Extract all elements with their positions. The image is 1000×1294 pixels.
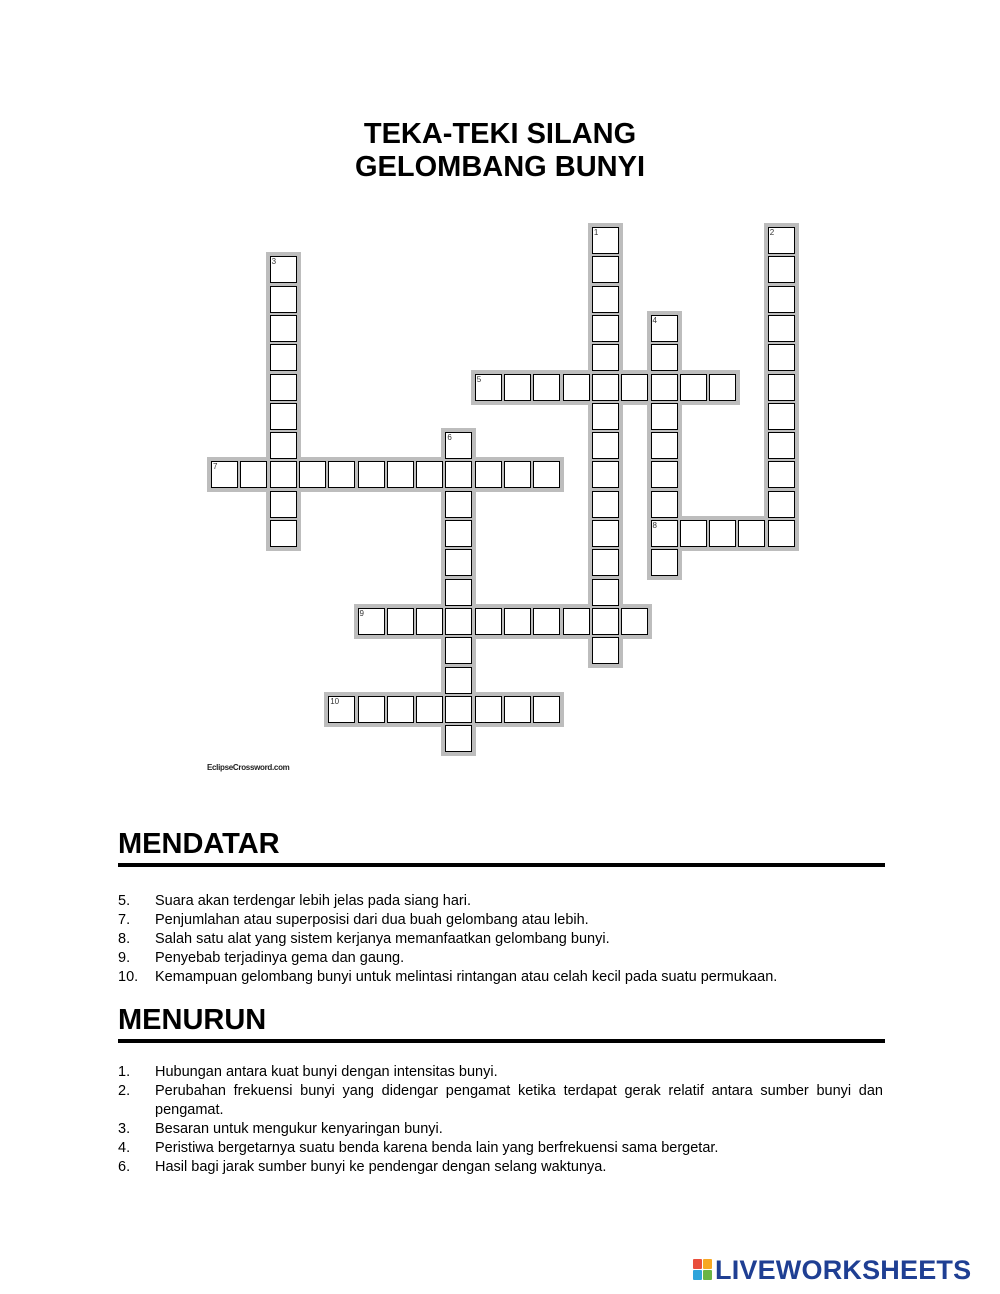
clue-text: Kemampuan gelombang bunyi untuk melintasi rintangan atau celah kecil pada suatu permukaan.: [155, 969, 778, 985]
crossword-cell[interactable]: [592, 374, 619, 401]
crossword-cell[interactable]: [592, 491, 619, 518]
crossword-cell[interactable]: [592, 315, 619, 342]
crossword-cell[interactable]: [270, 403, 297, 430]
crossword-cell[interactable]: [445, 579, 472, 606]
crossword-cell[interactable]: [621, 608, 648, 635]
clue-number-label: 4: [652, 315, 657, 325]
crossword-cell[interactable]: [651, 461, 678, 488]
crossword-cell[interactable]: [592, 403, 619, 430]
crossword-cell[interactable]: [445, 637, 472, 664]
clue-number-label: 3: [271, 257, 277, 267]
crossword-cell[interactable]: [592, 344, 619, 371]
crossword-cell[interactable]: [270, 491, 297, 518]
clue-text: Besaran untuk mengukur kenyaringan bunyi.: [155, 1121, 443, 1137]
crossword-cell[interactable]: [709, 374, 736, 401]
crossword-cell[interactable]: [592, 608, 619, 635]
mendatar-clue-10: [118, 968, 883, 987]
crossword-cell[interactable]: [533, 374, 560, 401]
crossword-cell[interactable]: [475, 461, 502, 488]
clue-text: Perubahan frekuensi bunyi yang didengar pengamat ketika terdapat gerak relatif antara sumber bunyi dan pengamat.: [155, 1083, 883, 1118]
clue-number-label: 1: [593, 228, 599, 237]
crossword-cell[interactable]: [358, 696, 385, 723]
crossword-cell[interactable]: [768, 520, 795, 547]
crossword-cell[interactable]: [563, 608, 590, 635]
crossword-cell[interactable]: [445, 696, 472, 723]
menurun-clue-1: [118, 1063, 883, 1082]
clue-number-label: 8: [652, 521, 657, 530]
clue-number: 1.: [118, 1064, 131, 1080]
crossword-cell[interactable]: [768, 403, 795, 430]
menurun-clue-list: [118, 1063, 883, 1177]
crossword-cell[interactable]: [768, 344, 795, 371]
crossword-cell[interactable]: [738, 520, 765, 547]
crossword-cell[interactable]: [504, 374, 531, 401]
clue-number: 9.: [118, 950, 131, 966]
crossword-cell[interactable]: [504, 461, 531, 488]
crossword-cell[interactable]: [475, 608, 502, 635]
crossword-cell[interactable]: [621, 374, 648, 401]
title-line-2: GELOMBANG BUNYI: [355, 151, 645, 183]
clue-number-label: 2: [769, 228, 775, 237]
clue-number: 4.: [118, 1140, 131, 1156]
mendatar-clue-list: [118, 892, 883, 987]
crossword-cell[interactable]: [768, 286, 795, 313]
crossword-cell[interactable]: [358, 461, 385, 488]
crossword-cell[interactable]: [651, 374, 678, 401]
crossword-cell[interactable]: [416, 608, 443, 635]
clue-number-label: 7: [213, 462, 218, 472]
crossword-cell[interactable]: [651, 491, 678, 518]
menurun-clue-3: [118, 1120, 883, 1139]
crossword-cell[interactable]: [651, 403, 678, 430]
crossword-cell[interactable]: [563, 374, 590, 401]
crossword-cell[interactable]: [328, 461, 355, 488]
crossword-credit: EclipseCrossword.com: [207, 763, 290, 772]
crossword-cell[interactable]: [680, 374, 707, 401]
clue-text: Penyebab terjadinya gema dan gaung.: [155, 950, 405, 966]
liveworksheets-logo-icon: [693, 1259, 713, 1281]
menurun-rule: [118, 1039, 885, 1043]
menurun-clue-2: [118, 1082, 883, 1120]
crossword-cell[interactable]: [533, 608, 560, 635]
crossword-cell[interactable]: [533, 461, 560, 488]
crossword-cell[interactable]: [240, 461, 267, 488]
clue-number: 7.: [118, 912, 131, 928]
title-line-1: TEKA-TEKI SILANG: [363, 118, 637, 150]
crossword-cell[interactable]: [299, 461, 326, 488]
crossword-cell[interactable]: [709, 520, 736, 547]
liveworksheets-logo-text: LIVEWORKSHEETS: [715, 1254, 972, 1285]
crossword-cell[interactable]: [387, 461, 414, 488]
crossword-cell[interactable]: [592, 256, 619, 283]
crossword-cell[interactable]: [445, 667, 472, 694]
crossword-cell[interactable]: [680, 520, 707, 547]
crossword-cell[interactable]: [445, 725, 472, 752]
mendatar-clue-8: [118, 930, 883, 949]
crossword-cell[interactable]: [445, 461, 472, 488]
crossword-cell[interactable]: [768, 432, 795, 459]
crossword-cell[interactable]: [270, 374, 297, 401]
crossword-cell[interactable]: [651, 432, 678, 459]
clue-text: Penjumlahan atau superposisi dari dua buah gelombang atau lebih.: [155, 912, 589, 928]
crossword-cell[interactable]: [270, 520, 297, 547]
crossword-cell[interactable]: [475, 696, 502, 723]
mendatar-clue-5: [118, 892, 883, 911]
clue-number-label: 6: [447, 433, 452, 443]
clue-number-label: 5: [476, 374, 482, 384]
crossword-cell[interactable]: [651, 549, 678, 576]
crossword-cell[interactable]: [592, 432, 619, 459]
clue-number: 6.: [118, 1159, 131, 1175]
crossword-cell[interactable]: [270, 432, 297, 459]
crossword-cell[interactable]: [592, 549, 619, 576]
crossword-cell[interactable]: [768, 461, 795, 488]
crossword-cell[interactable]: [445, 491, 472, 518]
clue-number: 8.: [118, 931, 131, 947]
crossword-cell[interactable]: [533, 696, 560, 723]
crossword-cell[interactable]: [504, 696, 531, 723]
mendatar-clue-9: [118, 949, 883, 968]
liveworksheets-logo: [693, 1256, 971, 1284]
menurun-clue-4: [118, 1139, 883, 1158]
crossword-cell[interactable]: [445, 549, 472, 576]
crossword-cell[interactable]: [651, 344, 678, 371]
clue-number-label: 9: [359, 608, 364, 618]
crossword-cell[interactable]: [270, 461, 297, 488]
crossword-cell[interactable]: [445, 608, 472, 635]
crossword-cell[interactable]: [270, 315, 297, 342]
mendatar-heading: MENDATAR: [118, 828, 280, 860]
clue-text: Peristiwa bergetarnya suatu benda karena benda lain yang berfrekuensi sama bergetar.: [155, 1140, 719, 1156]
clue-number: 10.: [118, 969, 139, 985]
crossword-cell[interactable]: [768, 491, 795, 518]
mendatar-clue-7: [118, 911, 883, 930]
clue-text: Hasil bagi jarak sumber bunyi ke pendengar dengan selang waktunya.: [155, 1159, 607, 1175]
crossword-cell[interactable]: [416, 461, 443, 488]
mendatar-rule: [118, 863, 885, 867]
clue-number: 2.: [118, 1083, 131, 1099]
clue-text: Salah satu alat yang sistem kerjanya memanfaatkan gelombang bunyi.: [155, 931, 610, 947]
crossword-cell[interactable]: [504, 608, 531, 635]
crossword-cell[interactable]: [387, 608, 414, 635]
clue-text: Suara akan terdengar lebih jelas pada siang hari.: [155, 893, 471, 909]
menurun-clue-6: [118, 1158, 883, 1177]
crossword-cell[interactable]: [592, 461, 619, 488]
crossword-cell[interactable]: [768, 256, 795, 283]
clue-number-label: 10: [330, 696, 340, 706]
menurun-heading: MENURUN: [118, 1004, 267, 1036]
crossword-cell[interactable]: [592, 520, 619, 547]
crossword-cell[interactable]: [592, 286, 619, 313]
crossword-cell[interactable]: [592, 637, 619, 664]
clue-text: Hubungan antara kuat bunyi dengan intensitas bunyi.: [155, 1064, 498, 1080]
crossword-cell[interactable]: [768, 315, 795, 342]
crossword-cell[interactable]: [387, 696, 414, 723]
crossword-cell[interactable]: [270, 344, 297, 371]
crossword-cell[interactable]: [270, 286, 297, 313]
clue-number: 3.: [118, 1121, 131, 1137]
crossword-cell[interactable]: [592, 579, 619, 606]
clue-number: 5.: [118, 893, 131, 909]
crossword-cell[interactable]: [445, 520, 472, 547]
crossword-cell[interactable]: [416, 696, 443, 723]
crossword-cell[interactable]: [768, 374, 795, 401]
